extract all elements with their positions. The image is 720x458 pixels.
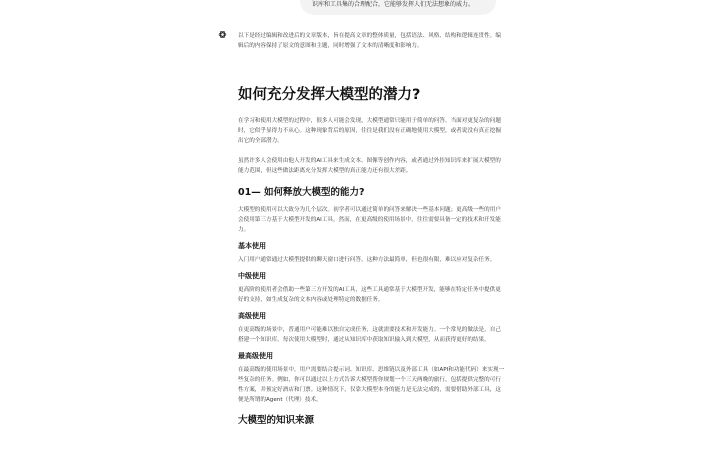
paragraph-levels: 大模型的使用可以大致分为几个层次。初学者可以通过简单的问答来解决一些基本问题；更高级一些的用户会使用第三方基于大模型开发的AI工具。然而，在更高级的使用场景中，往往需要具备一定的技术和开发能力。 <box>238 207 501 233</box>
assistant-intro: 以下是经过编辑和改进后的文章版本，旨在提高文章的整体质量，包括语法、风格、结构和逻辑连贯性。编辑后的内容保持了原文的意图和主题，同时增强了文本的清晰度和影响力。 <box>238 33 501 49</box>
openai-logo-icon <box>218 30 227 39</box>
subheading-advanced: 高级使用 <box>238 312 266 320</box>
paragraph-advanced: 在更高级的场景中，普通用户可能难以独自完成任务，这就需要技术和开发能力。一个常见的做法是，自己搭建一个知识库，每次使用大模型时，通过从知识库中获取知识输入到大模型，从而获得更好的结果。 <box>238 327 501 343</box>
subheading-intermediate: 中级使用 <box>238 272 266 280</box>
section-heading-unleash: 01— 如何释放大模型的能力? <box>238 187 365 198</box>
section-heading-knowledge: 大模型的知识来源 <box>238 415 315 426</box>
user-message-text: 识库和工具集的合理配合，它能够发挥人们无法想象的威力。 <box>312 1 475 8</box>
subheading-expert: 最高级使用 <box>238 352 273 360</box>
article-title: 如何充分发挥大模型的潜力? <box>238 87 421 103</box>
paragraph-intermediate: 更高阶的使用者会借助一些第三方开发的AI工具，这些工具通常基于大模型开发，能够在特定任务中提供更好的支持，如生成复杂的文本内容或处理特定的数据任务。 <box>238 287 501 303</box>
paragraph-intro: 在学习和使用大模型的过程中，很多人可能会发现，大模型通常只能用于简单的问答。当面对更复杂的问题时，它似乎显得力不从心。这种现象背后的原因，往往是我们没有正确地使用大模型，或者说没有真正挖掘出它的全部潜力。 <box>238 118 501 144</box>
user-message-bubble <box>300 0 496 15</box>
subheading-basic: 基本使用 <box>238 242 266 250</box>
paragraph-expert: 在最高级的使用场景中，用户需要结合提示词、知识库、思维链以及外部工具（如API和功能代码）来实现一些复杂的任务。例如，你可以通过以上方式告诉大模型帮你规划一个三天两晚的旅行，包括提供完整的可行性方案，并预定好酒店和门票。这种情况下，仅靠大模型本身的能力是无法完成的，需要借助外部工具，这便是所谓的Agent（代理）技术。 <box>238 367 505 403</box>
paragraph-tools: 虽然许多人会使用由他人开发的AI工具来生成文本、图像等创作内容，或者通过外挂知识库来扩展大模型的能力范围，但这些做法距离充分发挥大模型的真正能力还有很大差距。 <box>238 158 501 174</box>
article-body <box>238 84 506 428</box>
assistant-avatar <box>218 30 227 39</box>
paragraph-basic: 入门用户通常通过大模型提供的聊天窗口进行问答，这种方法最简单，但也很有限，难以应对复杂任务。 <box>238 257 496 263</box>
